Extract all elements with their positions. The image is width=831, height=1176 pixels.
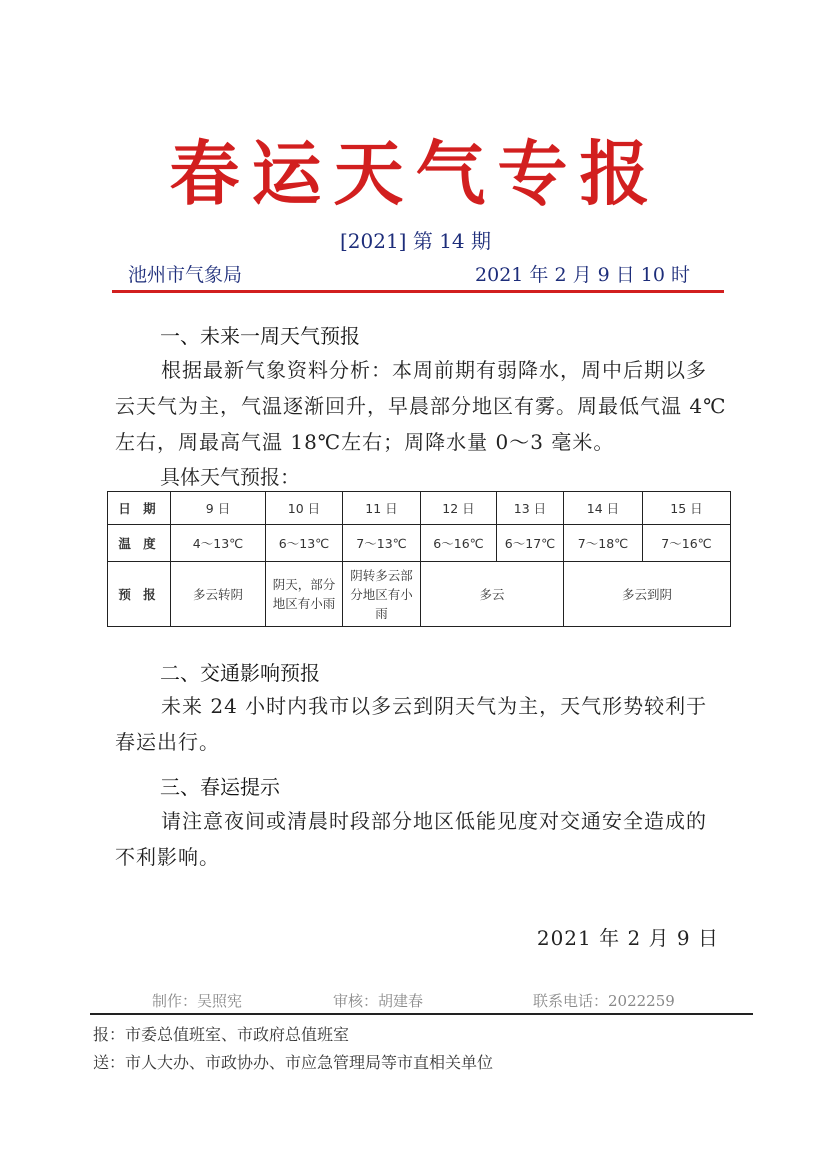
report-to-line: 报：市委总值班室、市政府总值班室 — [93, 1025, 350, 1044]
date-cell: 13 日 — [497, 492, 564, 525]
section-1-heading: 一、未来一周天气预报 — [160, 324, 360, 348]
section-3-heading: 三、春运提示 — [160, 775, 280, 799]
section-2-paragraph: 未来 24 小时内我市以多云到阴天气为主，天气形势较利于春运出行。 — [115, 694, 708, 754]
forecast-table — [107, 491, 731, 627]
temp-cell: 4～13℃ — [171, 525, 266, 562]
row-label-forecast: 预 报 — [108, 562, 171, 627]
section-2-heading: 二、交通影响预报 — [160, 661, 320, 685]
date-cell: 12 日 — [421, 492, 497, 525]
table-caption: 具体天气预报： — [160, 465, 300, 489]
date-cell: 10 日 — [266, 492, 343, 525]
temp-cell: 6～16℃ — [421, 525, 497, 562]
send-to-line: 送：市人大办、市政协办、市应急管理局等市直相关单位 — [93, 1053, 494, 1072]
section-1-paragraph: 根据最新气象资料分析：本周前期有弱降水，周中后期以多云天气为主，气温逐渐回升，早晨部分地区有雾。周最低气温 4℃左右，周最高气温 18℃左右；周降水量 0～3 毫米。 — [115, 358, 727, 454]
temp-cell: 7～16℃ — [643, 525, 731, 562]
section-3-paragraph: 请注意夜间或清晨时段部分地区低能见度对交通安全造成的不利影响。 — [115, 809, 707, 869]
row-label-date: 日 期 — [108, 492, 171, 525]
maker-credit: 制作：吴照宪 — [152, 992, 243, 1010]
forecast-cell: 多云转阴 — [171, 562, 266, 627]
date-cell: 9 日 — [171, 492, 266, 525]
report-title: 春运天气专报 — [169, 132, 662, 215]
temp-cell: 7～13℃ — [343, 525, 421, 562]
forecast-cell: 阴天，部分地区有小雨 — [266, 562, 343, 627]
table-row-temps — [108, 525, 731, 562]
table-row-dates — [108, 492, 731, 525]
signature-date: 2021 年 2 月 9 日 — [536, 926, 719, 950]
reviewer-credit: 审核：胡建春 — [333, 992, 424, 1010]
date-cell: 11 日 — [343, 492, 421, 525]
issue-number: [2021] 第 14 期 — [339, 229, 492, 253]
forecast-cell: 多云 — [421, 562, 564, 627]
contact-phone: 联系电话：2022259 — [533, 992, 675, 1010]
footer-divider — [90, 1013, 753, 1015]
temp-cell: 6～17℃ — [497, 525, 564, 562]
issuing-organization: 池州市气象局 — [128, 264, 243, 286]
forecast-cell: 阴转多云部分地区有小雨 — [343, 562, 421, 627]
row-label-temp: 温 度 — [108, 525, 171, 562]
table-row-forecasts — [108, 562, 731, 627]
temp-cell: 6～13℃ — [266, 525, 343, 562]
forecast-cell: 多云到阴 — [564, 562, 731, 627]
temp-cell: 7～18℃ — [564, 525, 643, 562]
date-cell: 15 日 — [643, 492, 731, 525]
red-divider — [112, 290, 724, 293]
issue-date: 2021 年 2 月 9 日 10 时 — [475, 264, 690, 286]
date-cell: 14 日 — [564, 492, 643, 525]
